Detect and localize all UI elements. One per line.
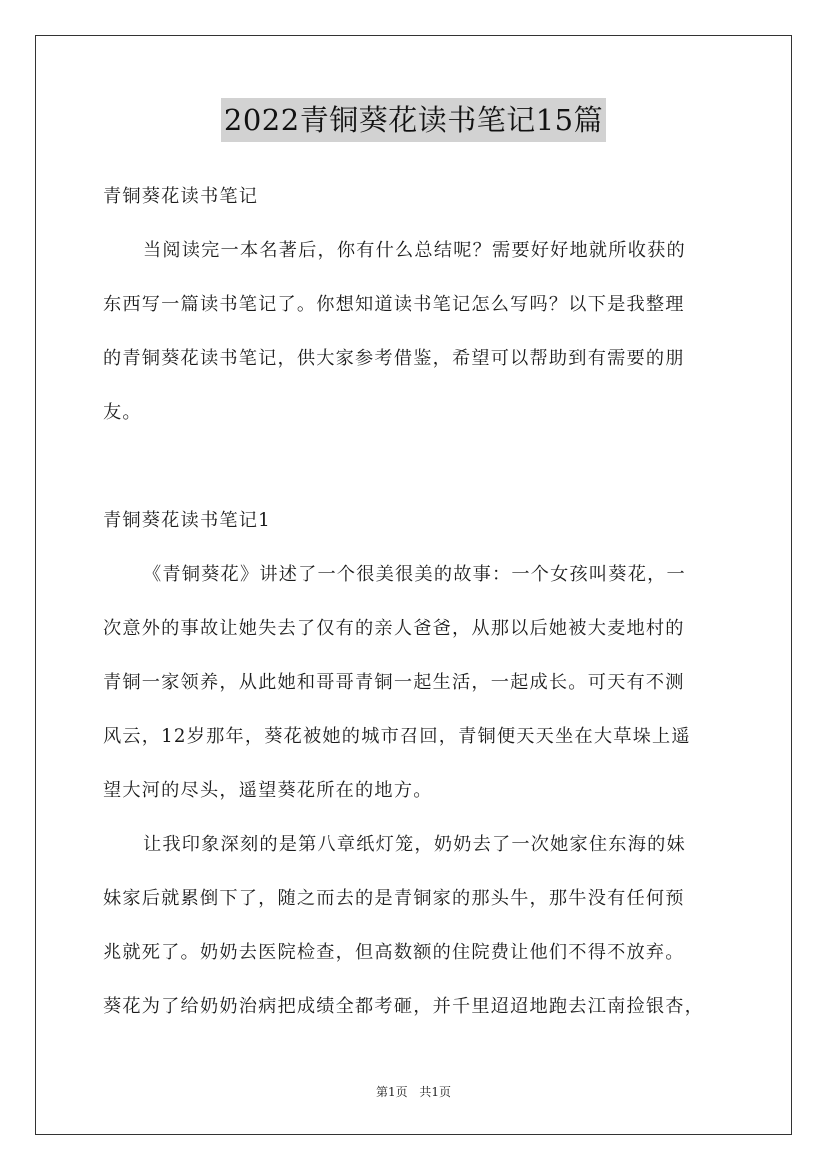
intro-line: 友。 [103, 402, 142, 423]
page-number-current: 第1页 [375, 1085, 408, 1099]
section1-para1-line: 《青铜葵花》讲述了一个很美很美的故事：一个女孩叫葵花，一 [143, 564, 686, 585]
section1-para1-line: 风云，12岁那年，葵花被她的城市召回，青铜便天天坐在大草垛上遥 [103, 726, 691, 747]
document-body [103, 170, 726, 1034]
page-number-total: 共1页 [419, 1085, 452, 1099]
intro-line: 东西写一篇读书笔记了。你想知道读书笔记怎么写吗？以下是我整理 [103, 294, 685, 315]
document-title: 2022青铜葵花读书笔记15篇 [221, 98, 606, 142]
section1-para1-line: 次意外的事故让她失去了仅有的亲人爸爸，从那以后她被大麦地村的 [103, 618, 685, 639]
page-footer [0, 1083, 827, 1100]
intro-line: 的青铜葵花读书笔记，供大家参考借鉴，希望可以帮助到有需要的朋 [103, 348, 685, 369]
section1-para2-line: 让我印象深刻的是第八章纸灯笼，奶奶去了一次她家住东海的妹 [143, 834, 686, 855]
section1-para1-line: 青铜一家领养，从此她和哥哥青铜一起生活，一起成长。可天有不测 [103, 672, 685, 693]
blank-line [103, 440, 726, 494]
section1-para2-line: 兆就死了。奶奶去医院检查，但高数额的住院费让他们不得不放弃。 [103, 942, 685, 963]
section1-para1-line: 望大河的尽头，遥望葵花所在的地方。 [103, 780, 433, 801]
intro-line: 当阅读完一本名著后，你有什么总结呢？需要好好地就所收获的 [143, 240, 686, 261]
intro-heading: 青铜葵花读书笔记 [103, 186, 259, 207]
section1-heading: 青铜葵花读书笔记1 [103, 510, 271, 531]
section1-para2-line: 葵花为了给奶奶治病把成绩全都考砸，并千里迢迢地跑去江南捡银杏， [103, 996, 705, 1017]
section1-para2-line: 妹家后就累倒下了，随之而去的是青铜家的那头牛，那牛没有任何预 [103, 888, 685, 909]
title-container [0, 98, 827, 142]
